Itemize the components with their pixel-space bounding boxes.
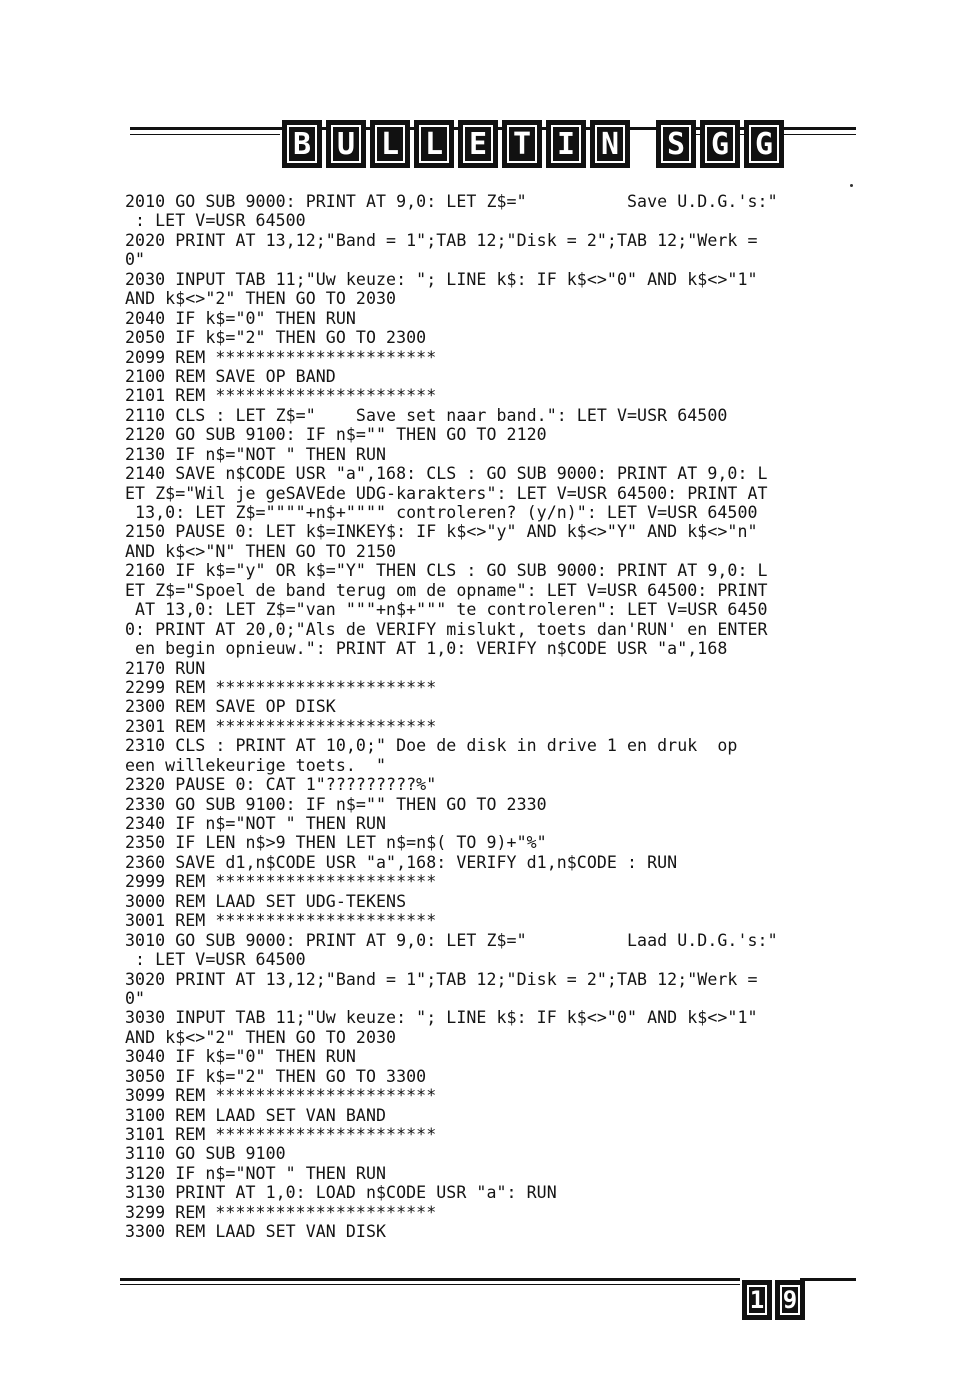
code-line: 3020 PRINT AT 13,12;"Band = 1";TAB 12;"Disk = 2";TAB 12;"Werk = (125, 969, 758, 989)
title-letter-block: G (744, 120, 784, 168)
code-line: 3120 IF n$="NOT " THEN RUN (125, 1163, 387, 1183)
code-line: 3100 REM LAAD SET VAN BAND (125, 1105, 387, 1125)
code-line: 0" (125, 988, 146, 1008)
code-line: 3010 GO SUB 9000: PRINT AT 9,0: LET Z$=" Laad U.D.G.'s:" (125, 930, 778, 950)
code-line: 3099 REM ********************** (125, 1086, 437, 1106)
code-line: AND k$<>"2" THEN GO TO 2030 (125, 289, 397, 309)
header-rule-thin-left (130, 134, 280, 135)
page-number (742, 1280, 805, 1320)
code-line: 2050 IF k$="2" THEN GO TO 2300 (125, 328, 427, 348)
code-line: 3000 REM LAAD SET UDG-TEKENS (125, 891, 407, 911)
code-line: AND k$<>"2" THEN GO TO 2030 (125, 1027, 397, 1047)
code-line: ET Z$="Spoel de band terug om de opname": LET V=USR 64500: PRINT (125, 580, 768, 600)
code-line: 2040 IF k$="0" THEN RUN (125, 308, 356, 328)
code-line: 3050 IF k$="2" THEN GO TO 3300 (125, 1066, 427, 1086)
code-line: 2360 SAVE d1,n$CODE USR "a",168: VERIFY d1,n$CODE : RUN (125, 852, 678, 872)
code-line: 2140 SAVE n$CODE USR "a",168: CLS : GO SUB 9000: PRINT AT 9,0: L (125, 464, 768, 484)
footer-rule-right (800, 1278, 856, 1281)
code-line: 0" (125, 250, 146, 270)
title-letter-block: T (502, 120, 542, 168)
code-line: 2120 GO SUB 9100: IF n$="" THEN GO TO 2120 (125, 425, 547, 445)
code-line: : LET V=USR 64500 (125, 950, 306, 970)
speck (850, 184, 853, 187)
code-line: 2170 RUN (125, 658, 206, 678)
title-letter-block: E (458, 120, 498, 168)
code-line: 13,0: LET Z$=""""+n$+"""" controleren? (y/n)": LET V=USR 64500 (125, 503, 758, 522)
code-line: 2030 INPUT TAB 11;"Uw keuze: "; LINE k$: IF k$<>"0" AND k$<>"1" (125, 269, 758, 289)
code-line: 2999 REM ********************** (125, 872, 437, 892)
code-line: 3001 REM ********************** (125, 911, 437, 931)
code-line: 3030 INPUT TAB 11;"Uw keuze: "; LINE k$: IF k$<>"0" AND k$<>"1" (125, 1008, 758, 1028)
title-letter-block: G (700, 120, 740, 168)
code-line: 2301 REM ********************** (125, 716, 437, 736)
code-line: 2340 IF n$="NOT " THEN RUN (125, 814, 387, 833)
code-line: 2350 IF LEN n$>9 THEN LET n$=n$( TO 9)+"%" (125, 833, 547, 853)
code-line: 3040 IF k$="0" THEN RUN (125, 1047, 356, 1067)
code-line: 2299 REM ********************** (125, 677, 437, 697)
code-line: 2110 CLS : LET Z$=" Save set naar band.": LET V=USR 64500 (125, 405, 728, 425)
code-line: AND k$<>"N" THEN GO TO 2150 (125, 541, 397, 561)
title-letter-block: I (546, 120, 586, 168)
code-line: 2010 GO SUB 9000: PRINT AT 9,0: LET Z$=" Save U.D.G.'s:" (125, 192, 778, 211)
footer-rule-thin (120, 1284, 740, 1285)
code-line: 2150 PAUSE 0: LET k$=INKEY$: IF k$<>"y" AND k$<>"Y" AND k$<>"n" (125, 522, 758, 542)
code-line: 2330 GO SUB 9100: IF n$="" THEN GO TO 2330 (125, 794, 547, 814)
title-letter-block (634, 120, 652, 168)
basic-code-listing (125, 192, 885, 1242)
code-line: 2101 REM ********************** (125, 386, 437, 406)
code-line: 0: PRINT AT 20,0;"Als de VERIFY mislukt, toets dan'RUN' en ENTER (125, 619, 768, 639)
footer-rule (120, 1278, 740, 1281)
code-line: 3299 REM ********************** (125, 1202, 437, 1222)
title-letter-block: L (370, 120, 410, 168)
code-line: 3110 GO SUB 9100 (125, 1144, 286, 1164)
code-line: 2130 IF n$="NOT " THEN RUN (125, 444, 387, 464)
code-line: 2020 PRINT AT 13,12;"Band = 1";TAB 12;"Disk = 2";TAB 12;"Werk = (125, 230, 758, 250)
code-line: AT 13,0: LET Z$="van """+n$+""" te controleren": LET V=USR 6450 (125, 600, 768, 620)
code-line: 3130 PRINT AT 1,0: LOAD n$CODE USR "a": RUN (125, 1183, 557, 1203)
code-line: 2300 REM SAVE OP DISK (125, 697, 336, 717)
bulletin-title (282, 120, 784, 172)
code-line: 2100 REM SAVE OP BAND (125, 366, 336, 386)
code-line: 2310 CLS : PRINT AT 10,0;" Doe de disk in drive 1 en druk op (125, 736, 738, 756)
page-number-digit: 1 (742, 1280, 772, 1320)
code-line: 2320 PAUSE 0: CAT 1"?????????%" (125, 775, 437, 795)
title-letter-block: L (414, 120, 454, 168)
code-line: 3101 REM ********************** (125, 1125, 437, 1144)
title-letter-block: N (590, 120, 630, 168)
code-line: ET Z$="Wil je geSAVEde UDG-karakters": LET V=USR 64500: PRINT AT (125, 483, 768, 503)
code-line: 2099 REM ********************** (125, 347, 437, 367)
title-letter-block: B (282, 120, 322, 168)
code-line: : LET V=USR 64500 (125, 211, 306, 231)
page-number-digit: 9 (775, 1280, 805, 1320)
code-line: een willekeurige toets. " (125, 755, 387, 775)
title-letter-block: U (326, 120, 366, 168)
title-letter-block: S (656, 120, 696, 168)
code-line: 2160 IF k$="y" OR k$="Y" THEN CLS : GO SUB 9000: PRINT AT 9,0: L (125, 561, 768, 581)
code-line: en begin opnieuw.": PRINT AT 1,0: VERIFY n$CODE USR "a",168 (125, 639, 728, 659)
code-line: 3300 REM LAAD SET VAN DISK (125, 1222, 387, 1242)
